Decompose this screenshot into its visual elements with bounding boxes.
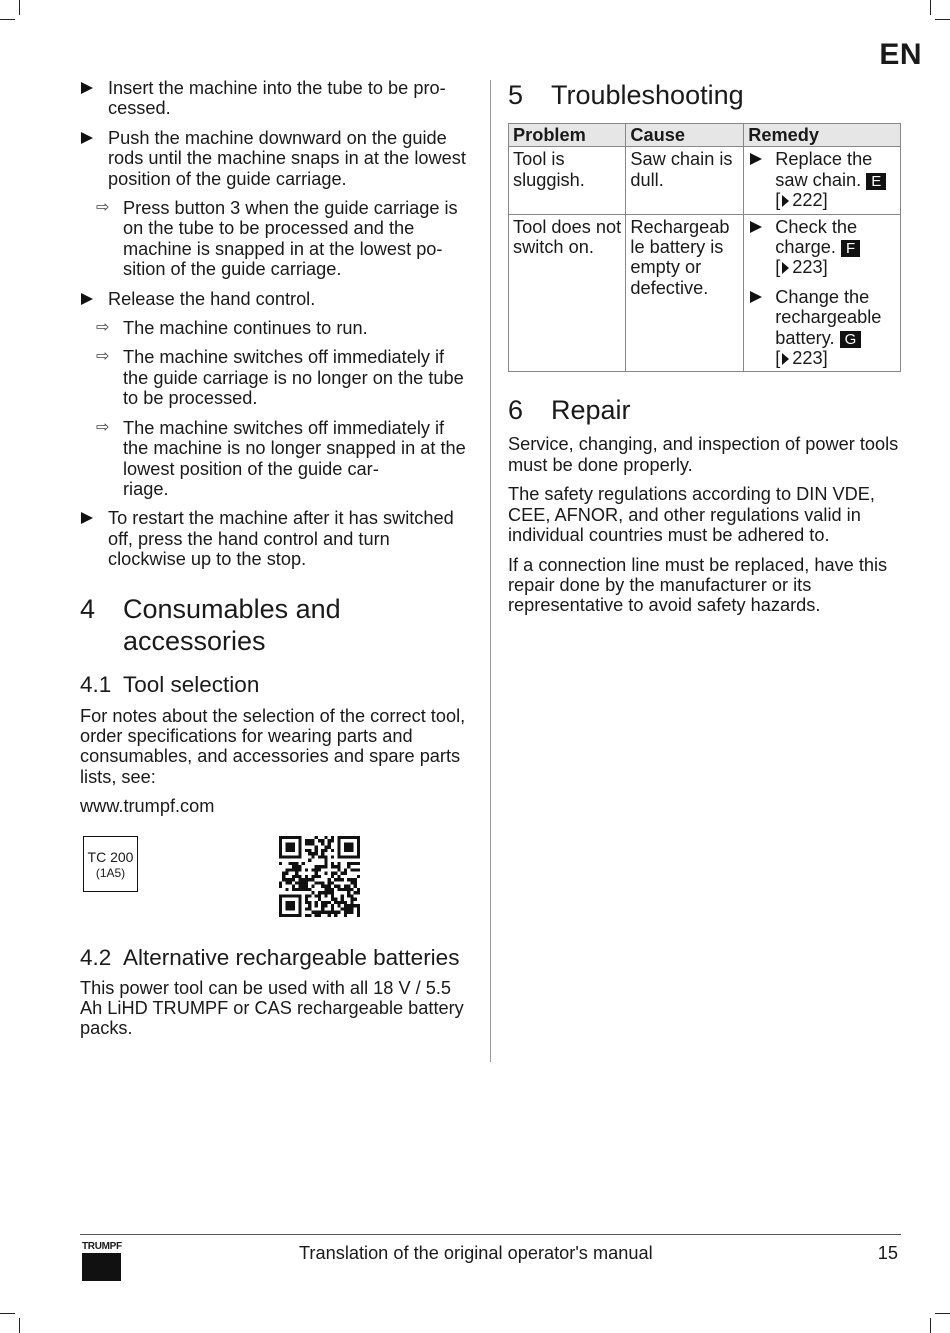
- repair-paragraph: Service, changing, and inspection of power tools must be done properly.: [508, 434, 899, 475]
- language-tag: EN: [879, 38, 922, 71]
- repair-paragraph: If a connection line must be replaced, have this repair done by the manufacturer or its representative to avoid safety hazards.: [508, 554, 888, 616]
- cause-cell: Rechargeab le battery is empty or defective.: [626, 214, 744, 372]
- instruction-step: [80, 289, 472, 309]
- section-4-1-heading: [80, 671, 472, 698]
- instruction-list: [80, 78, 472, 570]
- trumpf-logo: [82, 1242, 122, 1281]
- page-reference-number: 222: [792, 190, 823, 211]
- column-header: Cause: [626, 124, 744, 147]
- step-arrow-icon: [81, 132, 93, 144]
- crop-mark: [19, 0, 20, 15]
- step-text: To restart the machine after it has switched off, press the hand control and turn clockwise up to the stop.: [108, 508, 454, 570]
- step-text: The machine continues to run.: [123, 318, 368, 339]
- section-number: 6: [508, 395, 524, 426]
- remedy-cell: [744, 147, 901, 214]
- instruction-result: [80, 418, 472, 500]
- section-title: Consumables and accessories: [123, 593, 341, 656]
- cause-cell: Saw chain is dull.: [626, 147, 744, 214]
- column-header: Remedy: [744, 124, 901, 147]
- problem-cell: Tool does not switch on.: [509, 214, 626, 372]
- tool-code-box: [83, 836, 138, 892]
- section-4-2-heading: [80, 944, 472, 971]
- problem-cell: Tool is sluggish.: [509, 147, 626, 214]
- instruction-result: [80, 347, 472, 408]
- remedy-text: Change the rechargeable battery.: [775, 286, 882, 348]
- table-row: [509, 214, 901, 372]
- crop-mark: [0, 1313, 15, 1314]
- crop-mark: [19, 1318, 20, 1333]
- page-reference-number: 223: [792, 348, 823, 369]
- result-arrow-icon: ⇨: [96, 418, 110, 436]
- step-text: Insert the machine into the tube to be pro- cessed.: [108, 78, 446, 119]
- crop-mark: [935, 1313, 950, 1314]
- website-link[interactable]: www.trumpf.com: [80, 796, 215, 817]
- page-pointer-icon: [782, 353, 789, 365]
- result-arrow-icon: ⇨: [96, 319, 110, 337]
- footer-text: Translation of the original operator's manual: [299, 1243, 653, 1263]
- remedy-item: [748, 217, 897, 278]
- column-header: Problem: [509, 124, 626, 147]
- remedy-cell: [744, 214, 901, 372]
- step-arrow-icon: [81, 512, 93, 524]
- table-row: [509, 147, 901, 214]
- page-reference[interactable]: [ 222]: [775, 190, 828, 211]
- page-pointer-icon: [782, 195, 789, 207]
- section-4-heading: [80, 593, 472, 657]
- section-number: 4.1: [80, 671, 112, 697]
- step-arrow-icon: [81, 293, 93, 305]
- step-arrow-icon: [750, 221, 762, 233]
- page-reference[interactable]: [ 223]: [775, 257, 828, 278]
- page-number: 15: [877, 1243, 898, 1263]
- remedy-text: Check the charge.: [775, 216, 858, 258]
- section-number: 4.2: [80, 944, 112, 970]
- step-arrow-icon: [81, 82, 93, 94]
- section-title: Repair: [551, 395, 631, 426]
- step-arrow-icon: [750, 291, 762, 303]
- section-5-heading: [508, 79, 902, 111]
- step-text: Press button 3 when the guide carriage is on the tube to be processed and the machine is snapped in at the lowest po- sition of the guide carriage.: [123, 198, 458, 280]
- logo-block: [82, 1253, 121, 1281]
- section-title: Troubleshooting: [551, 80, 744, 110]
- figure-tag: E: [866, 173, 886, 190]
- battery-text: This power tool can be used with all 18 V / 5.5 Ah LiHD TRUMPF or CAS rechargeable battery packs.: [80, 977, 464, 1039]
- section-6-heading: [508, 394, 902, 426]
- step-text: Release the hand control.: [108, 288, 316, 309]
- section-title: Alternative rechargeable batteries: [123, 944, 460, 970]
- column-divider: [490, 80, 491, 1062]
- instruction-step: [80, 128, 472, 189]
- page-reference-number: 223: [792, 257, 823, 278]
- crop-mark: [930, 0, 931, 15]
- figure-tag: F: [841, 240, 860, 257]
- footer-divider: [80, 1234, 901, 1235]
- instruction-result: [80, 318, 472, 338]
- instruction-step: [80, 78, 472, 119]
- step-text: Push the machine downward on the guide rods until the machine snaps in at the lowest position of the guide carriage.: [108, 127, 466, 189]
- step-arrow-icon: [750, 153, 762, 165]
- tool-selection-text: For notes about the selection of the correct tool, order specifications for wearing parts and consumables, and accessories and spare parts lists, see:: [80, 705, 466, 787]
- crop-mark: [935, 19, 950, 20]
- section-number: 4: [80, 593, 96, 624]
- figure-tag: G: [840, 331, 862, 348]
- logo-text: TRUMPF: [82, 1241, 122, 1252]
- table-header-row: [509, 124, 901, 147]
- qr-code[interactable]: [279, 836, 360, 917]
- step-text: The machine switches off immediately if the machine is no longer snapped in at the lowest position of the guide car- riage.: [123, 417, 466, 499]
- result-arrow-icon: ⇨: [96, 348, 110, 366]
- right-column: [508, 78, 902, 616]
- remedy-item: [748, 287, 897, 369]
- remedy-text: Replace the saw chain.: [775, 149, 873, 190]
- remedy-item: [748, 149, 897, 210]
- instruction-result: [80, 198, 472, 280]
- section-title: Tool selection: [123, 671, 260, 697]
- result-arrow-icon: ⇨: [96, 199, 110, 217]
- page-reference[interactable]: [ 223]: [775, 348, 828, 369]
- page-pointer-icon: [782, 262, 789, 274]
- crop-mark: [930, 1318, 931, 1333]
- tool-code: TC 200: [87, 849, 134, 865]
- tool-code-id: (1A5): [95, 866, 126, 880]
- left-column: [80, 78, 472, 1039]
- section-number: 5: [508, 80, 524, 110]
- instruction-step: [80, 508, 472, 569]
- crop-mark: [0, 19, 15, 20]
- step-text: The machine switches off immediately if the guide carriage is no longer on the tube to be processed.: [123, 347, 464, 409]
- troubleshooting-table: [508, 123, 901, 372]
- repair-paragraph: The safety regulations according to DIN VDE, CEE, AFNOR, and other regulations valid in individual countries must be adhered to.: [508, 484, 875, 546]
